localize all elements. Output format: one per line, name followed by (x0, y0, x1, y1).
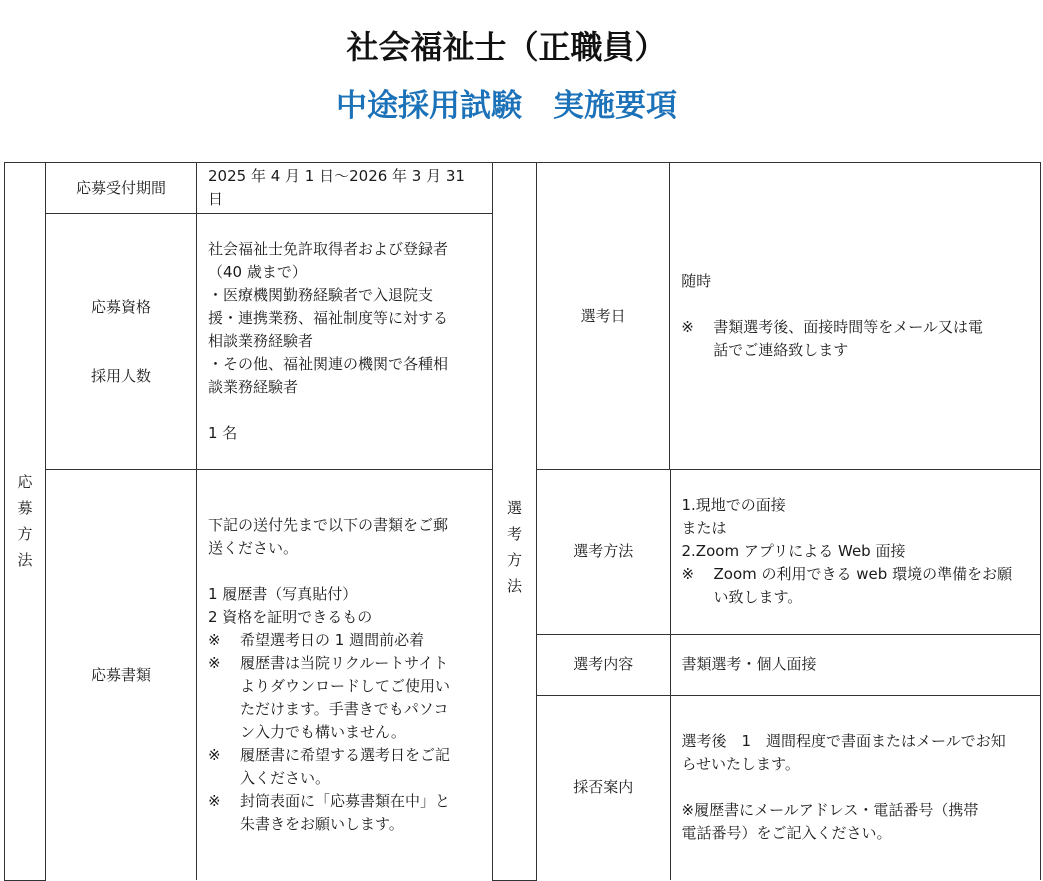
documents-note: ※ 希望選考日の 1 週間前必着 (208, 631, 425, 649)
selection-date-text: 随時 (681, 272, 712, 290)
note-mark: ※ (681, 318, 694, 336)
documents-value: 下記の送付先まで以下の書類をご郵 送ください。 1 履歴書（写真貼付） 2 資格を証明できるもの ※ 希望選考日の 1 週間前必着 ※ 履歴書は当院リクルートサイト よりダウンロードしてご使用い ただけます。手書きでもパソコ ン入力でも構いません。 ※ 履歴書に希望する選考日をご記 入ください。 ※ 封筒表面に「応募書類在中」と 朱書きをお願いします。 (197, 470, 493, 881)
content-value: 書類選考・個人面接 (670, 634, 1040, 695)
application-section-label: 応 募 方 法 (5, 163, 46, 881)
qualification-value: 社会福祉士免許取得者および登録者 （40 歳まで） ・医療機関勤務経験者で入退院支 援・連携業務、福祉制度等に対する 相談業務経験者 ・その他、福祉関連の機関で各種相 談業務経験者 1 名 (197, 214, 493, 470)
page-title: 社会福祉士（正職員） (346, 28, 667, 66)
result-label: 採否案内 (537, 695, 670, 880)
period-label: 応募受付期間 (46, 163, 197, 214)
selection-details (537, 470, 1041, 881)
period-value: 2025 年 4 月 1 日～2026 年 3 月 31 日 (197, 163, 493, 214)
qualification-label: 応募資格 (90, 297, 151, 316)
result-value: 選考後 1 週間程度で書面またはメールでお知 らせいたします。 ※履歴書にメールアドレス・電話番号（携帯 電話番号）をご記入ください。 (670, 695, 1040, 880)
hires-value: 1 名 (208, 424, 238, 442)
method-note: ※ Zoom の利用できる web 環境の準備をお願 い致します。 (681, 565, 1013, 607)
page-subtitle: 中途採用試験 実施要項 (336, 88, 677, 124)
qualification-labels (46, 214, 197, 470)
documents-note: ※ 履歴書に希望する選考日をご記 入ください。 (208, 746, 451, 787)
selection-section-label: 選 考 方 法 (493, 214, 537, 881)
selection-date-note: ※ 書類選考後、面接時間等をメール又は電 話でご連絡致します (681, 316, 1030, 362)
content-label: 選考内容 (537, 634, 670, 695)
guidelines-table (4, 162, 1041, 881)
method-value: 1.現地での面接 または 2.Zoom アプリによる Web 面接 ※ Zoom の利用できる web 環境の準備をお願 い致します。 (670, 470, 1040, 634)
selection-date-value (670, 163, 1041, 470)
selection-subtable (537, 470, 1040, 880)
selection-date-label: 選考日 (537, 163, 670, 470)
hires-label: 採用人数 (90, 366, 151, 385)
documents-note: ※ 封筒表面に「応募書類在中」と 朱書きをお願いします。 (208, 792, 451, 833)
documents-label: 応募書類 (46, 470, 197, 881)
documents-note: ※ 履歴書は当院リクルートサイト よりダウンロードしてご使用い ただけます。手書きでもパソコ ン入力でも構いません。 (208, 654, 451, 741)
selection-section-top (493, 163, 537, 214)
method-label: 選考方法 (537, 470, 670, 634)
